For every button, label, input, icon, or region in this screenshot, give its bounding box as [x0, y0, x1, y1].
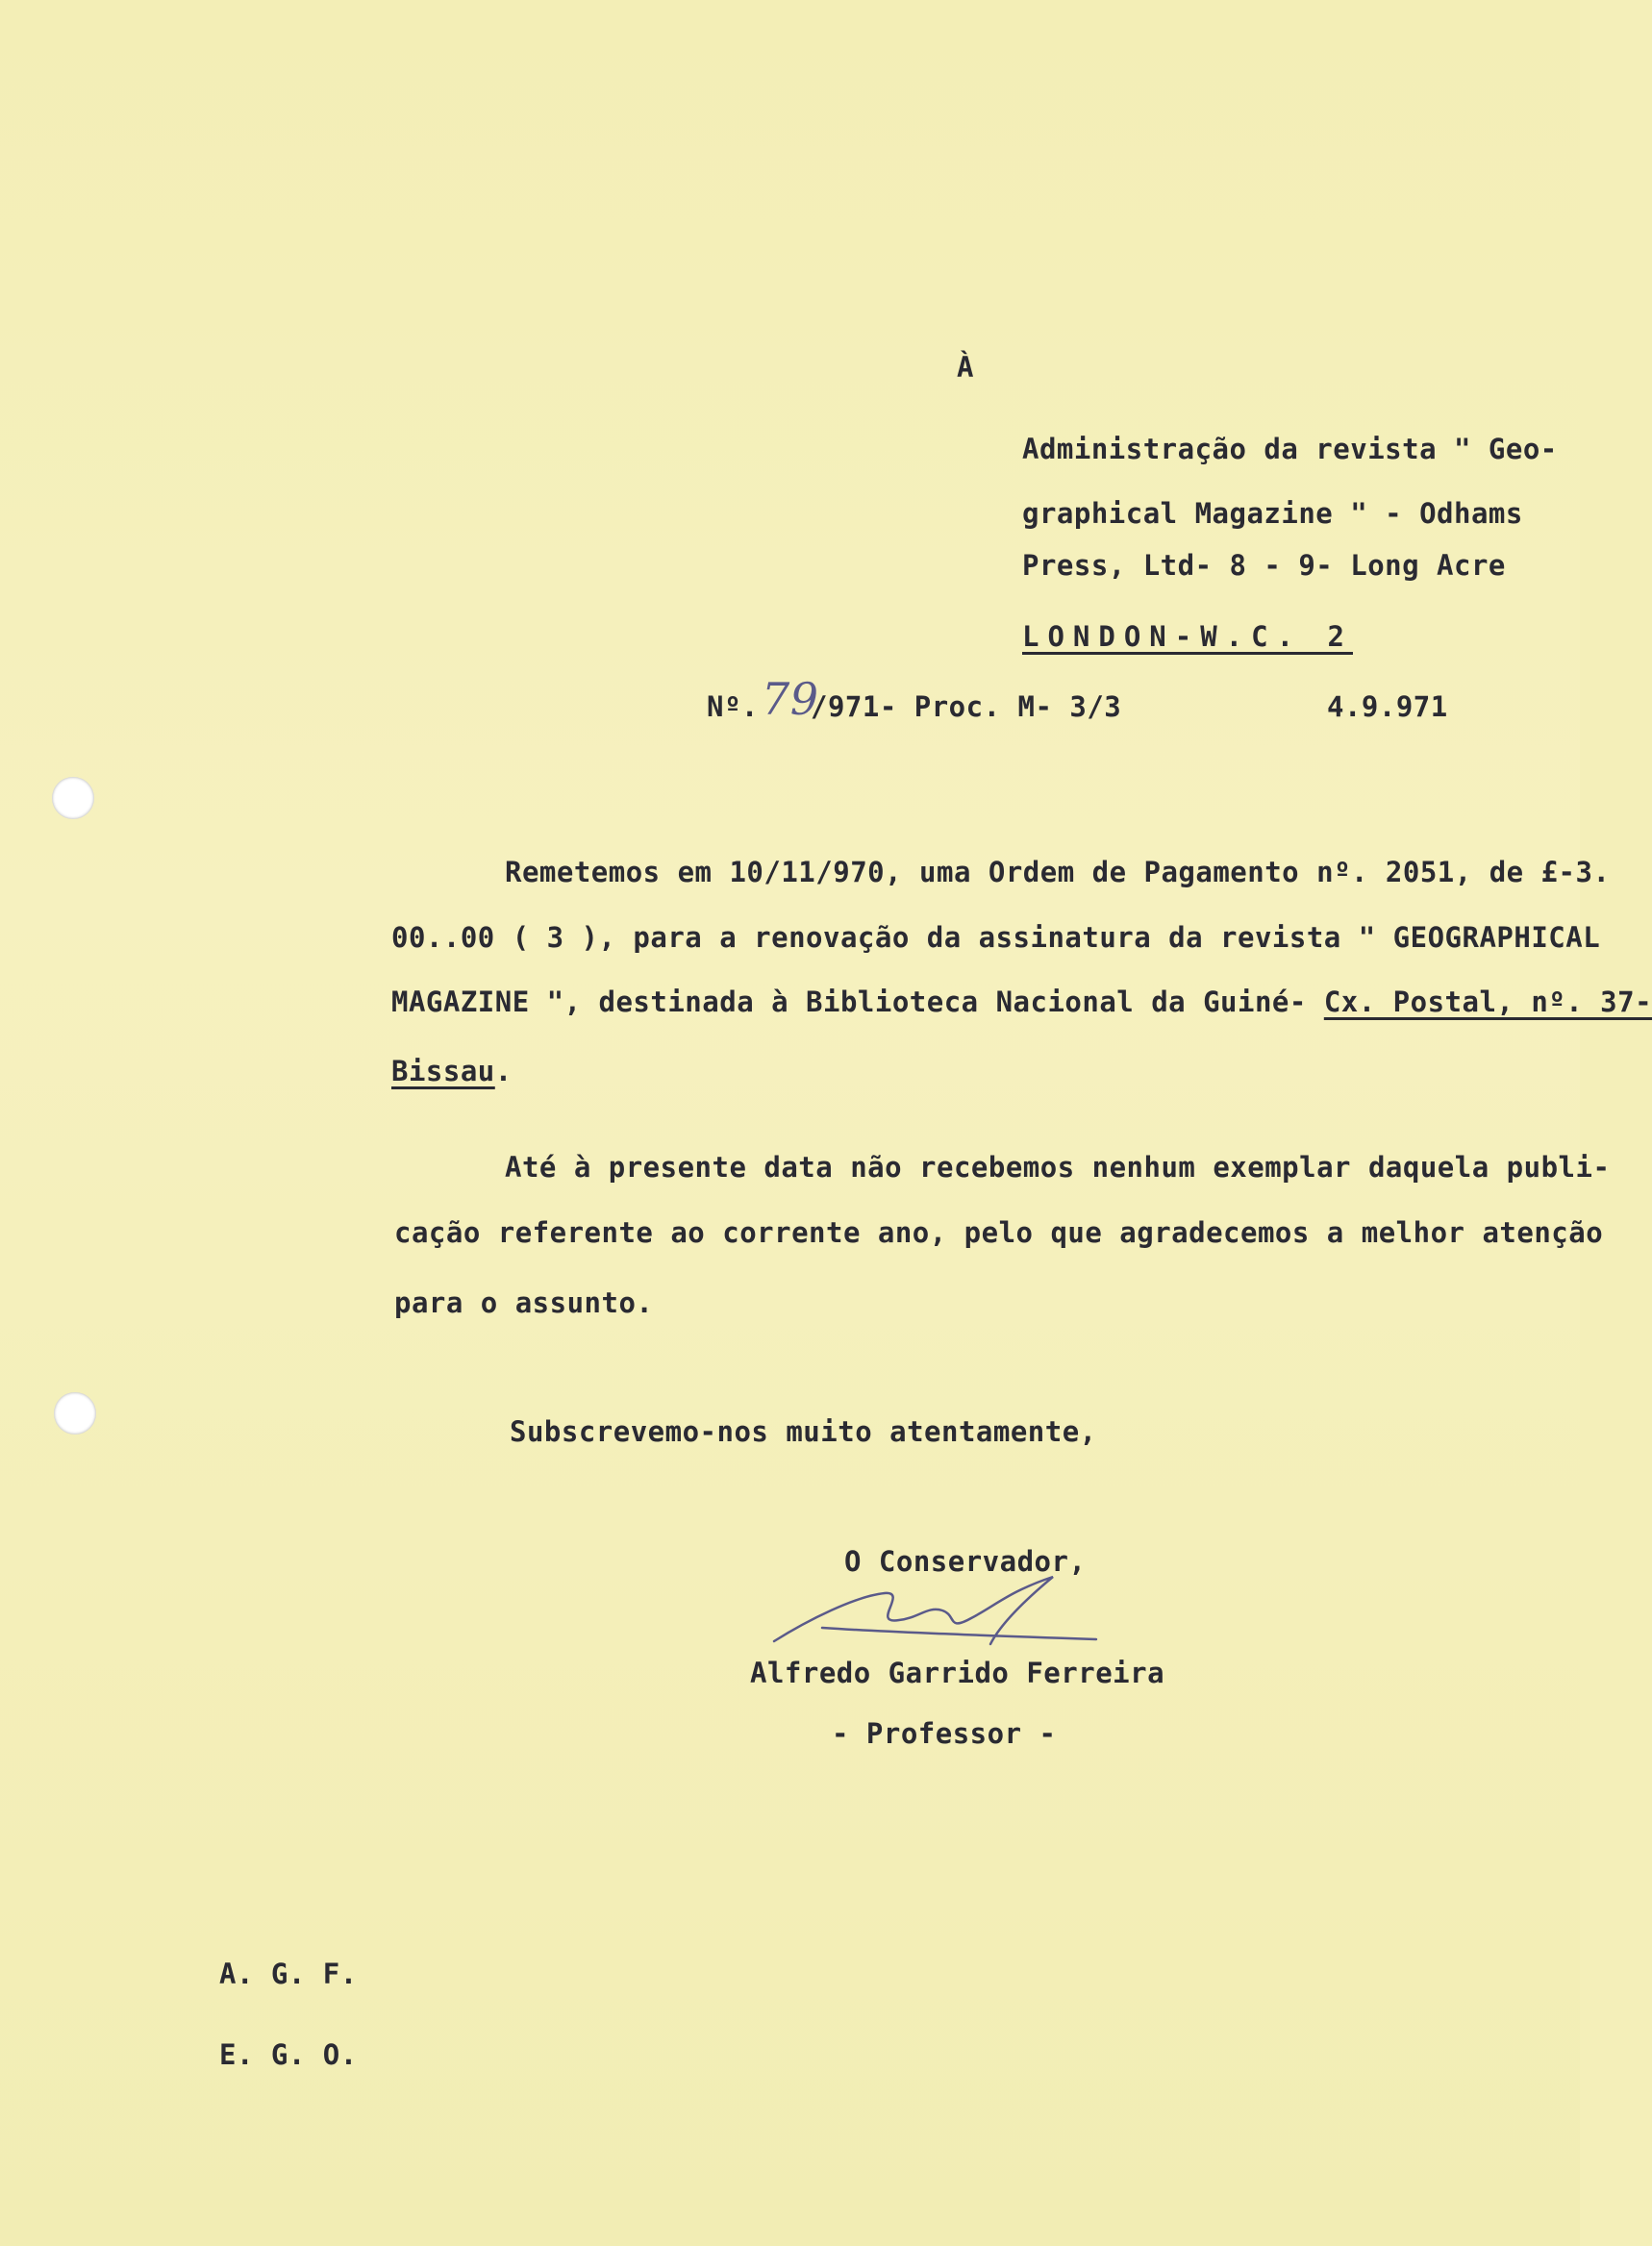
salutation: À: [957, 351, 974, 384]
punch-hole-bottom: [54, 1392, 96, 1435]
p1-line-2: 00..00 ( 3 ), para a renovação da assinatura da revista " GEOGRAPHICAL: [391, 921, 1601, 954]
signatory-role: O Conservador,: [844, 1545, 1087, 1578]
letter-date: 4.9.971: [1327, 690, 1448, 723]
punch-hole-top: [52, 777, 94, 819]
recipient-city: LONDON-W.C. 2: [1022, 620, 1353, 653]
recipient-line-1: Administração da revista " Geo-: [1022, 433, 1558, 465]
handwritten-signature: [764, 1572, 1111, 1663]
recipient-line-3: Press, Ltd- 8 - 9- Long Acre: [1022, 549, 1506, 582]
reference-number-handwritten: 79: [762, 673, 819, 725]
p2-line-3: para o assunto.: [394, 1286, 654, 1319]
initials-2: E. G. O.: [219, 2038, 358, 2071]
p1-line-3: [391, 986, 1652, 1018]
p1-city: Bissau: [391, 1055, 495, 1087]
recipient-line-2: graphical Magazine " - Odhams: [1022, 497, 1523, 530]
p1-line-3-text: MAGAZINE ", destinada à Biblioteca Nacional da Guiné-: [391, 986, 1324, 1018]
signatory-name: Alfredo Garrido Ferreira: [750, 1657, 1165, 1689]
p2-line-1: Até à presente data não recebemos nenhum exemplar daquela publi-: [505, 1151, 1611, 1184]
initials-1: A. G. F.: [219, 1958, 358, 1990]
p1-line-4: [391, 1055, 513, 1087]
p1-line-1: Remetemos em 10/11/970, uma Ordem de Pagamento nº. 2051, de £-3.: [505, 856, 1611, 888]
p2-line-2: cação referente ao corrente ano, pelo que agradecemos a melhor atenção: [394, 1216, 1604, 1249]
reference-suffix: /971- Proc. M- 3/3: [811, 690, 1122, 723]
reference-prefix: Nº.: [707, 690, 759, 723]
closing-line: Subscrevemo-nos muito atentamente,: [510, 1415, 1097, 1448]
p1-postal-box: Cx. Postal, nº. 37-: [1323, 986, 1652, 1018]
signatory-title: - Professor -: [832, 1717, 1057, 1750]
p1-period: .: [494, 1055, 513, 1087]
